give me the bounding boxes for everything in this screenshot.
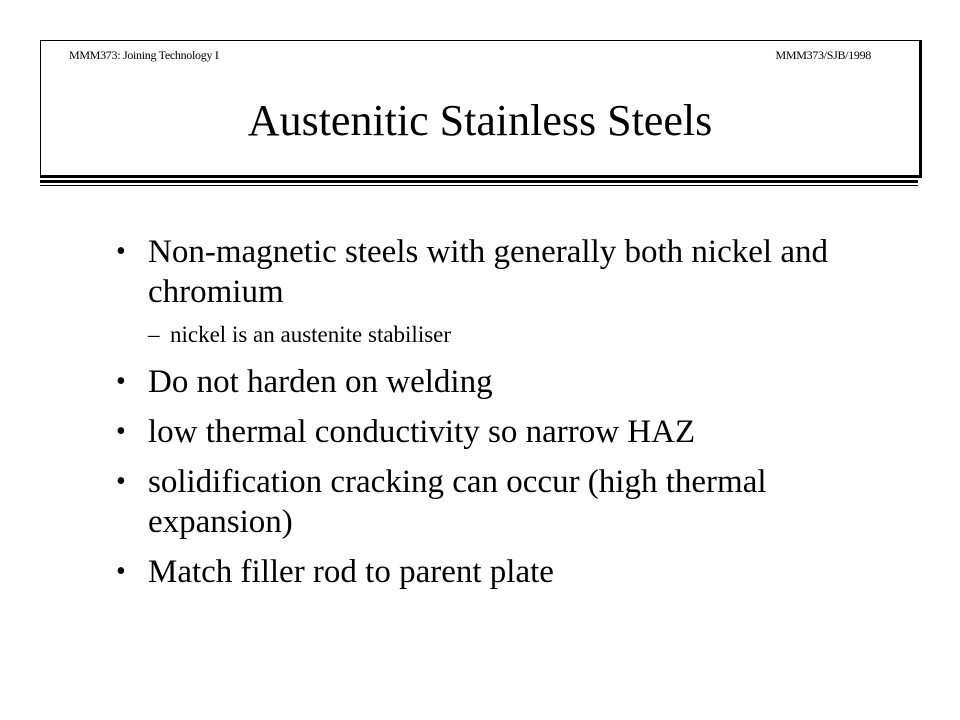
bullet-text: solidification cracking can occur (high thermal expansion) (148, 464, 767, 540)
bullet-marker: • (116, 236, 126, 267)
slide-header (40, 40, 922, 178)
bullet-text: Do not harden on welding (148, 364, 493, 400)
slide-title: Austenitic Stainless Steels (247, 96, 713, 145)
bullet-text: Match filler rod to parent plate (148, 554, 554, 590)
bullet-item (116, 232, 916, 312)
sub-bullet-item (116, 320, 916, 350)
bullet-item (116, 462, 916, 542)
bullet-item (116, 362, 916, 402)
title-divider-thick (40, 180, 918, 183)
bullet-marker: • (116, 466, 126, 497)
sub-bullet-text: nickel is an austenite stabiliser (170, 322, 452, 347)
bullet-marker: • (116, 556, 126, 587)
title-divider-thin (40, 185, 918, 186)
course-label: MMM373: Joining Technology I (69, 48, 219, 62)
bullet-item (116, 412, 916, 452)
bullet-marker: • (116, 416, 126, 447)
bullet-text: Non-magnetic steels with generally both nickel and chromium (148, 234, 828, 310)
document-reference: MMM373/SJB/1998 (775, 48, 871, 62)
sub-bullet-marker: – (148, 322, 160, 347)
bullet-item (116, 552, 916, 592)
bullet-marker: • (116, 366, 126, 397)
bullet-list (116, 232, 916, 602)
bullet-text: low thermal conductivity so narrow HAZ (148, 414, 696, 450)
